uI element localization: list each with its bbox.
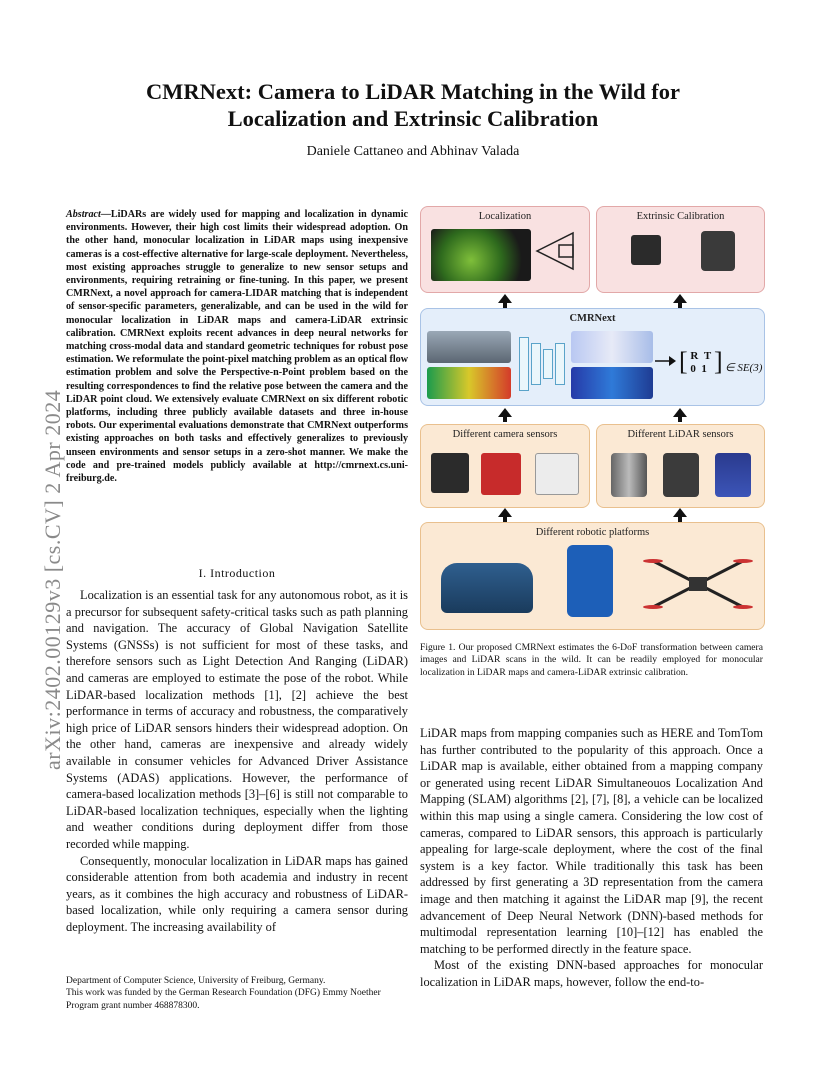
camera-image-thumbnail bbox=[427, 331, 511, 363]
extrinsic-calibration-label: Extrinsic Calibration bbox=[636, 211, 725, 222]
intro-paragraph-2: Consequently, monocular localization in LiDAR maps has gained considerable attention from both academia and industry in recent years, as it combines the high accuracy and robustness of LiDAR-based localization, while only requiring a camera sensor during deployment. The increasing availability of bbox=[66, 853, 408, 934]
section-heading-introduction: I. Introduction bbox=[198, 566, 276, 580]
arxiv-identifier: arXiv:2402.00129v3 [cs.CV] 2 Apr 2024 bbox=[40, 389, 65, 770]
localization-panel bbox=[420, 206, 590, 293]
extrinsic-calibration-panel bbox=[596, 206, 765, 293]
camera-frustum-icon bbox=[533, 229, 579, 273]
vehicle-platform-image bbox=[441, 563, 533, 613]
lidar-sensor-3-icon bbox=[715, 453, 751, 497]
paper-title: CMRNext: Camera to LiDAR Matching in the Wild for Localization and Extrinsic Calibration bbox=[145, 79, 681, 131]
right-paragraph-1: LiDAR maps from mapping companies such as HERE and TomTom has further contributed to the popularity of this approach. Once a LiDAR map is available, either obtained from a mapping company or generated using recent LiDAR Simultaneouos Localization And Mapping (SLAM) algorithms [2], [7], [8], a vehicle can be localized within this map using a single camera. Considering the low cost of cameras, compared to LiDAR sensors, this approach is particularly appealing for large-scale deployment, where the cost of the final system is a key factor. While traditionally this task has been addressed by first generating a 3D representation from the camera image and then matching it against the LiDAR map [9], the recent advancement of Deep Neural Network (DNN)-based methods for multimodal representation learning [10]–[12] has enabled the matching to be performed directly in the feature space. bbox=[420, 726, 763, 956]
se3-label: ∈ SE(3) bbox=[725, 362, 763, 374]
network-layer bbox=[555, 343, 565, 385]
arrow-stem bbox=[503, 416, 507, 422]
footnote bbox=[66, 975, 408, 1012]
right-paragraph-2: Most of the existing DNN-based approaches for monocular localization in LiDAR maps, however, follow the end-to- bbox=[420, 958, 763, 989]
footnote-affiliation: Department of Computer Science, University of Freiburg, Germany. bbox=[66, 976, 326, 986]
abstract bbox=[66, 208, 408, 485]
legged-robot-image bbox=[567, 545, 613, 617]
arxiv-sidebar bbox=[20, 290, 65, 770]
cmrnext-panel bbox=[420, 308, 765, 406]
matrix-zero: 0 bbox=[690, 363, 696, 375]
matrix-r: R bbox=[690, 350, 699, 362]
robotic-platforms-label: Different robotic platforms bbox=[535, 527, 650, 538]
camera-sensor-1-icon bbox=[431, 453, 469, 493]
matrix-t: T bbox=[703, 350, 712, 362]
network-layer bbox=[543, 349, 553, 379]
abstract-lead: Abstract bbox=[66, 209, 101, 220]
matrix-one: 1 bbox=[701, 363, 707, 375]
lidar-sensors-panel bbox=[596, 424, 765, 508]
introduction-body bbox=[66, 587, 408, 935]
drone-platform-image bbox=[643, 549, 753, 619]
flow-image-thumbnail bbox=[571, 331, 653, 363]
pose-matrix: [ R T 0 1 ] bbox=[679, 347, 723, 376]
right-column-body bbox=[420, 725, 763, 991]
lidar-map-image bbox=[431, 229, 531, 281]
lidar-icon bbox=[701, 231, 735, 271]
lidar-sensors-label: Different LiDAR sensors bbox=[627, 429, 734, 440]
localization-label: Localization bbox=[478, 211, 532, 222]
paper-authors: Daniele Cattaneo and Abhinav Valada bbox=[306, 144, 520, 159]
arrow-stem bbox=[678, 416, 682, 422]
figure-caption: Figure 1. Our proposed CMRNext estimates the 6-DoF transformation between camera images and LiDAR scans in the wild. It can be readily employed for monocular localization in LiDAR maps and camera-LiDAR extrinsic calibration. bbox=[420, 642, 763, 678]
footnote-funding: This work was funded by the German Research Foundation (DFG) Emmy Noether Program grant number 468878300. bbox=[66, 988, 381, 1011]
camera-sensor-3-icon bbox=[535, 453, 579, 495]
intro-paragraph-1: Localization is an essential task for any autonomous robot, as it is a precursor for subsequent safety-critical tasks such as path planning and navigation. The accuracy of Global Navigation Satellite Systems (GNSSs) is not sufficient for most of these tasks, and therefore sensors such as Light Detection And Ranging (LiDAR) and cameras are employed to estimate the pose of the robot. While LiDAR-based localization methods [1], [2] achieve the best performance in terms of accuracy and robustness, the comparatively high price of LiDAR sensors hinders their widespread adoption. On the other hand, cameras are inexpensive and already widely available in consumer vehicles for Advanced Driver Assistance Systems (ADAS) applications. However, the performance of camera-based localization methods [3]–[6] is still not comparable to LiDAR-based localization techniques, especially when the lighting and weather conditions during deployment differ from those recorded while mapping. bbox=[66, 588, 408, 851]
cmrnext-label: CMRNext bbox=[569, 313, 616, 324]
lidar-sensor-2-icon bbox=[663, 453, 699, 497]
robotic-platforms-panel bbox=[420, 522, 765, 630]
camera-sensors-label: Different camera sensors bbox=[452, 429, 558, 440]
network-layer bbox=[519, 337, 529, 391]
lidar-projection-thumbnail bbox=[427, 367, 511, 399]
camera-sensor-2-icon bbox=[481, 453, 521, 495]
arrow-right-icon bbox=[655, 355, 677, 367]
correspondence-thumbnail bbox=[571, 367, 653, 399]
network-layer bbox=[531, 343, 541, 385]
camera-icon bbox=[631, 235, 661, 265]
abstract-text: —LiDARs are widely used for mapping and localization in dynamic environments. However, their high cost limits their widespread adoption. On the other hand, monocular localization in LiDAR maps using inexpensive cameras is a cost-effective alternative for large-scale deployment. Nevertheless, most existing approaches struggle to generalize to new sensor setups and environments, requiring retraining or fine-tuning. In this paper, we present CMRNext, a novel approach for camera-LIDAR matching that is independent of sensor-specific parameters, generalizable, and can be used in the wild for monocular localization in LiDAR maps and camera-LiDAR extrinsic calibration. CMRNext exploits recent advances in deep neural networks for matching cross-modal data and standard geometric techniques for robust pose estimation. We reformulate the point-pixel matching problem as an optical flow estimation problem and solve the Perspective-n-Point problem based on the resulting correspondences to find the relative pose between the camera and the LiDAR point cloud. We extensively evaluate CMRNext on six different robotic platforms, including three publicly available datasets and three in-house robots. Our experimental evaluations demonstrate that CMRNext outperforms existing approaches on both tasks and effectively generalizes to previously unseen environments and sensor setups in a zero-shot manner. We make the code and pre-trained models publicly available at http://cmrnext.cs.uni-freiburg.de. bbox=[66, 209, 408, 485]
camera-sensors-panel bbox=[420, 424, 590, 508]
lidar-sensor-1-icon bbox=[611, 453, 647, 497]
figure-1 bbox=[420, 206, 763, 628]
